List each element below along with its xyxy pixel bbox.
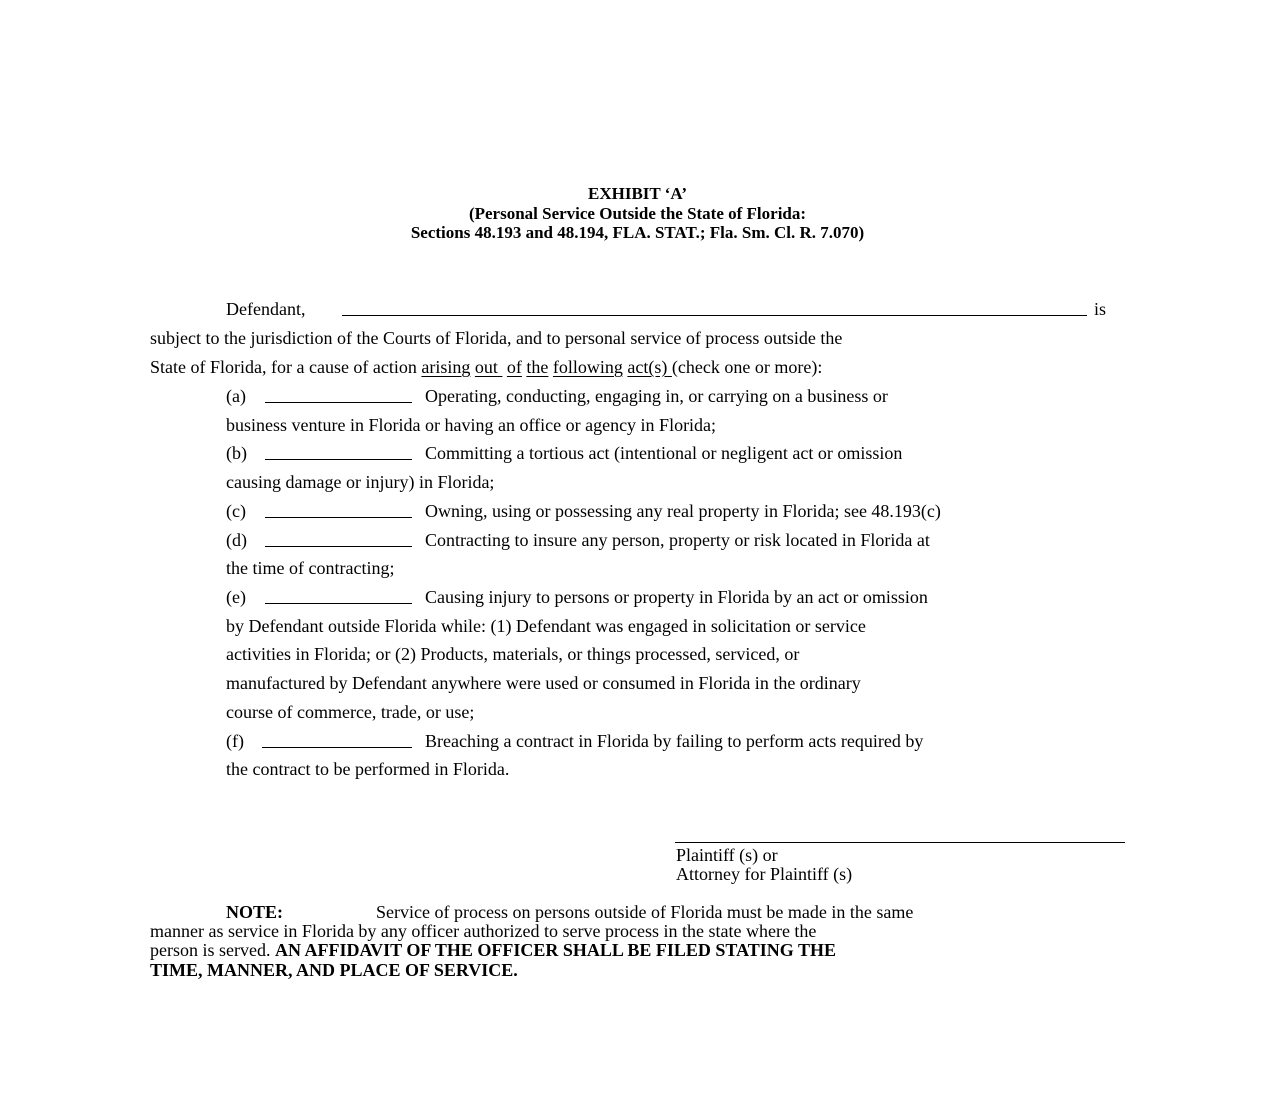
intro-line-3-suffix: (check one or more): (671, 357, 823, 377)
defendant-label: Defendant, (226, 299, 306, 319)
item-c-text-1: Owning, using or possessing any real property in Florida; see 48.193(c) (425, 501, 941, 521)
exhibit-citation: Sections 48.193 and 48.194, FLA. STAT.; Fla. Sm. Cl. R. 7.070) (410, 223, 865, 242)
item-c-letter: (c) (226, 501, 246, 521)
exhibit-title: EXHIBIT ‘A’ (587, 184, 688, 203)
item-d-text-2: the time of contracting; (226, 558, 395, 578)
item-a-letter: (a) (226, 386, 246, 406)
intro-line-3 (150, 356, 822, 378)
item-d-text-1: Contracting to insure any person, property or risk located in Florida at (425, 530, 930, 550)
note-text-3-plain: person is served. (150, 940, 271, 960)
is-word: is (1094, 299, 1107, 319)
item-e-text-1: Causing injury to persons or property in Florida by an act or omission (425, 587, 928, 607)
item-e-text-4: manufactured by Defendant anywhere were used or consumed in Florida in the ordinary (226, 673, 861, 693)
item-b-letter: (b) (226, 443, 247, 463)
item-f-letter: (f) (226, 731, 244, 751)
intro-line-3-prefix: State of Florida, for a cause of action (150, 357, 417, 377)
item-f-text-1: Breaching a contract in Florida by failing to perform acts required by (425, 731, 924, 751)
note-text-4-bold: TIME, MANNER, AND PLACE OF SERVICE. (150, 960, 518, 980)
underlined-the: the (526, 357, 549, 377)
defendant-name-blank[interactable] (342, 315, 1087, 316)
item-b-check-blank[interactable] (265, 459, 412, 460)
exhibit-subtitle: (Personal Service Outside the State of Florida: (468, 204, 807, 223)
note-label: NOTE: (226, 902, 284, 922)
item-c-check-blank[interactable] (265, 517, 412, 518)
note-text-1: Service of process on persons outside of Florida must be made in the same (376, 902, 914, 922)
underlined-acts: act(s) (627, 357, 668, 377)
intro-line-2: subject to the jurisdiction of the Courts of Florida, and to personal service of process outside the (150, 328, 843, 348)
item-e-letter: (e) (226, 587, 246, 607)
item-b-text-2: causing damage or injury) in Florida; (226, 472, 495, 492)
note-text-3-bold: AN AFFIDAVIT OF THE OFFICER SHALL BE FILED STATING THE (274, 940, 836, 960)
note-text-3 (150, 940, 836, 960)
item-e-text-2: by Defendant outside Florida while: (1) Defendant was engaged in solicitation or service (226, 616, 866, 636)
item-e-check-blank[interactable] (265, 603, 412, 604)
item-d-letter: (d) (226, 530, 247, 550)
item-a-check-blank[interactable] (265, 402, 412, 403)
item-f-text-2: the contract to be performed in Florida. (226, 759, 510, 779)
item-d-check-blank[interactable] (265, 546, 412, 547)
underlined-arising: arising (421, 357, 471, 377)
note-text-2: manner as service in Florida by any officer authorized to serve process in the state where the (150, 921, 817, 941)
signature-label-2: Attorney for Plaintiff (s) (676, 864, 853, 884)
item-f-check-blank[interactable] (262, 747, 412, 748)
item-a-text-2: business venture in Florida or having an office or agency in Florida; (226, 415, 717, 435)
item-e-text-3: activities in Florida; or (2) Products, materials, or things processed, serviced, or (226, 644, 800, 664)
signature-label-1: Plaintiff (s) or (676, 845, 778, 865)
item-a-text-1: Operating, conducting, engaging in, or carrying on a business or (425, 386, 888, 406)
underlined-of: of (506, 357, 522, 377)
underlined-out: out (474, 357, 498, 377)
item-b-text-1: Committing a tortious act (intentional or negligent act or omission (425, 443, 903, 463)
signature-line[interactable] (675, 842, 1125, 843)
item-e-text-5: course of commerce, trade, or use; (226, 702, 475, 722)
underlined-following: following (552, 357, 623, 377)
